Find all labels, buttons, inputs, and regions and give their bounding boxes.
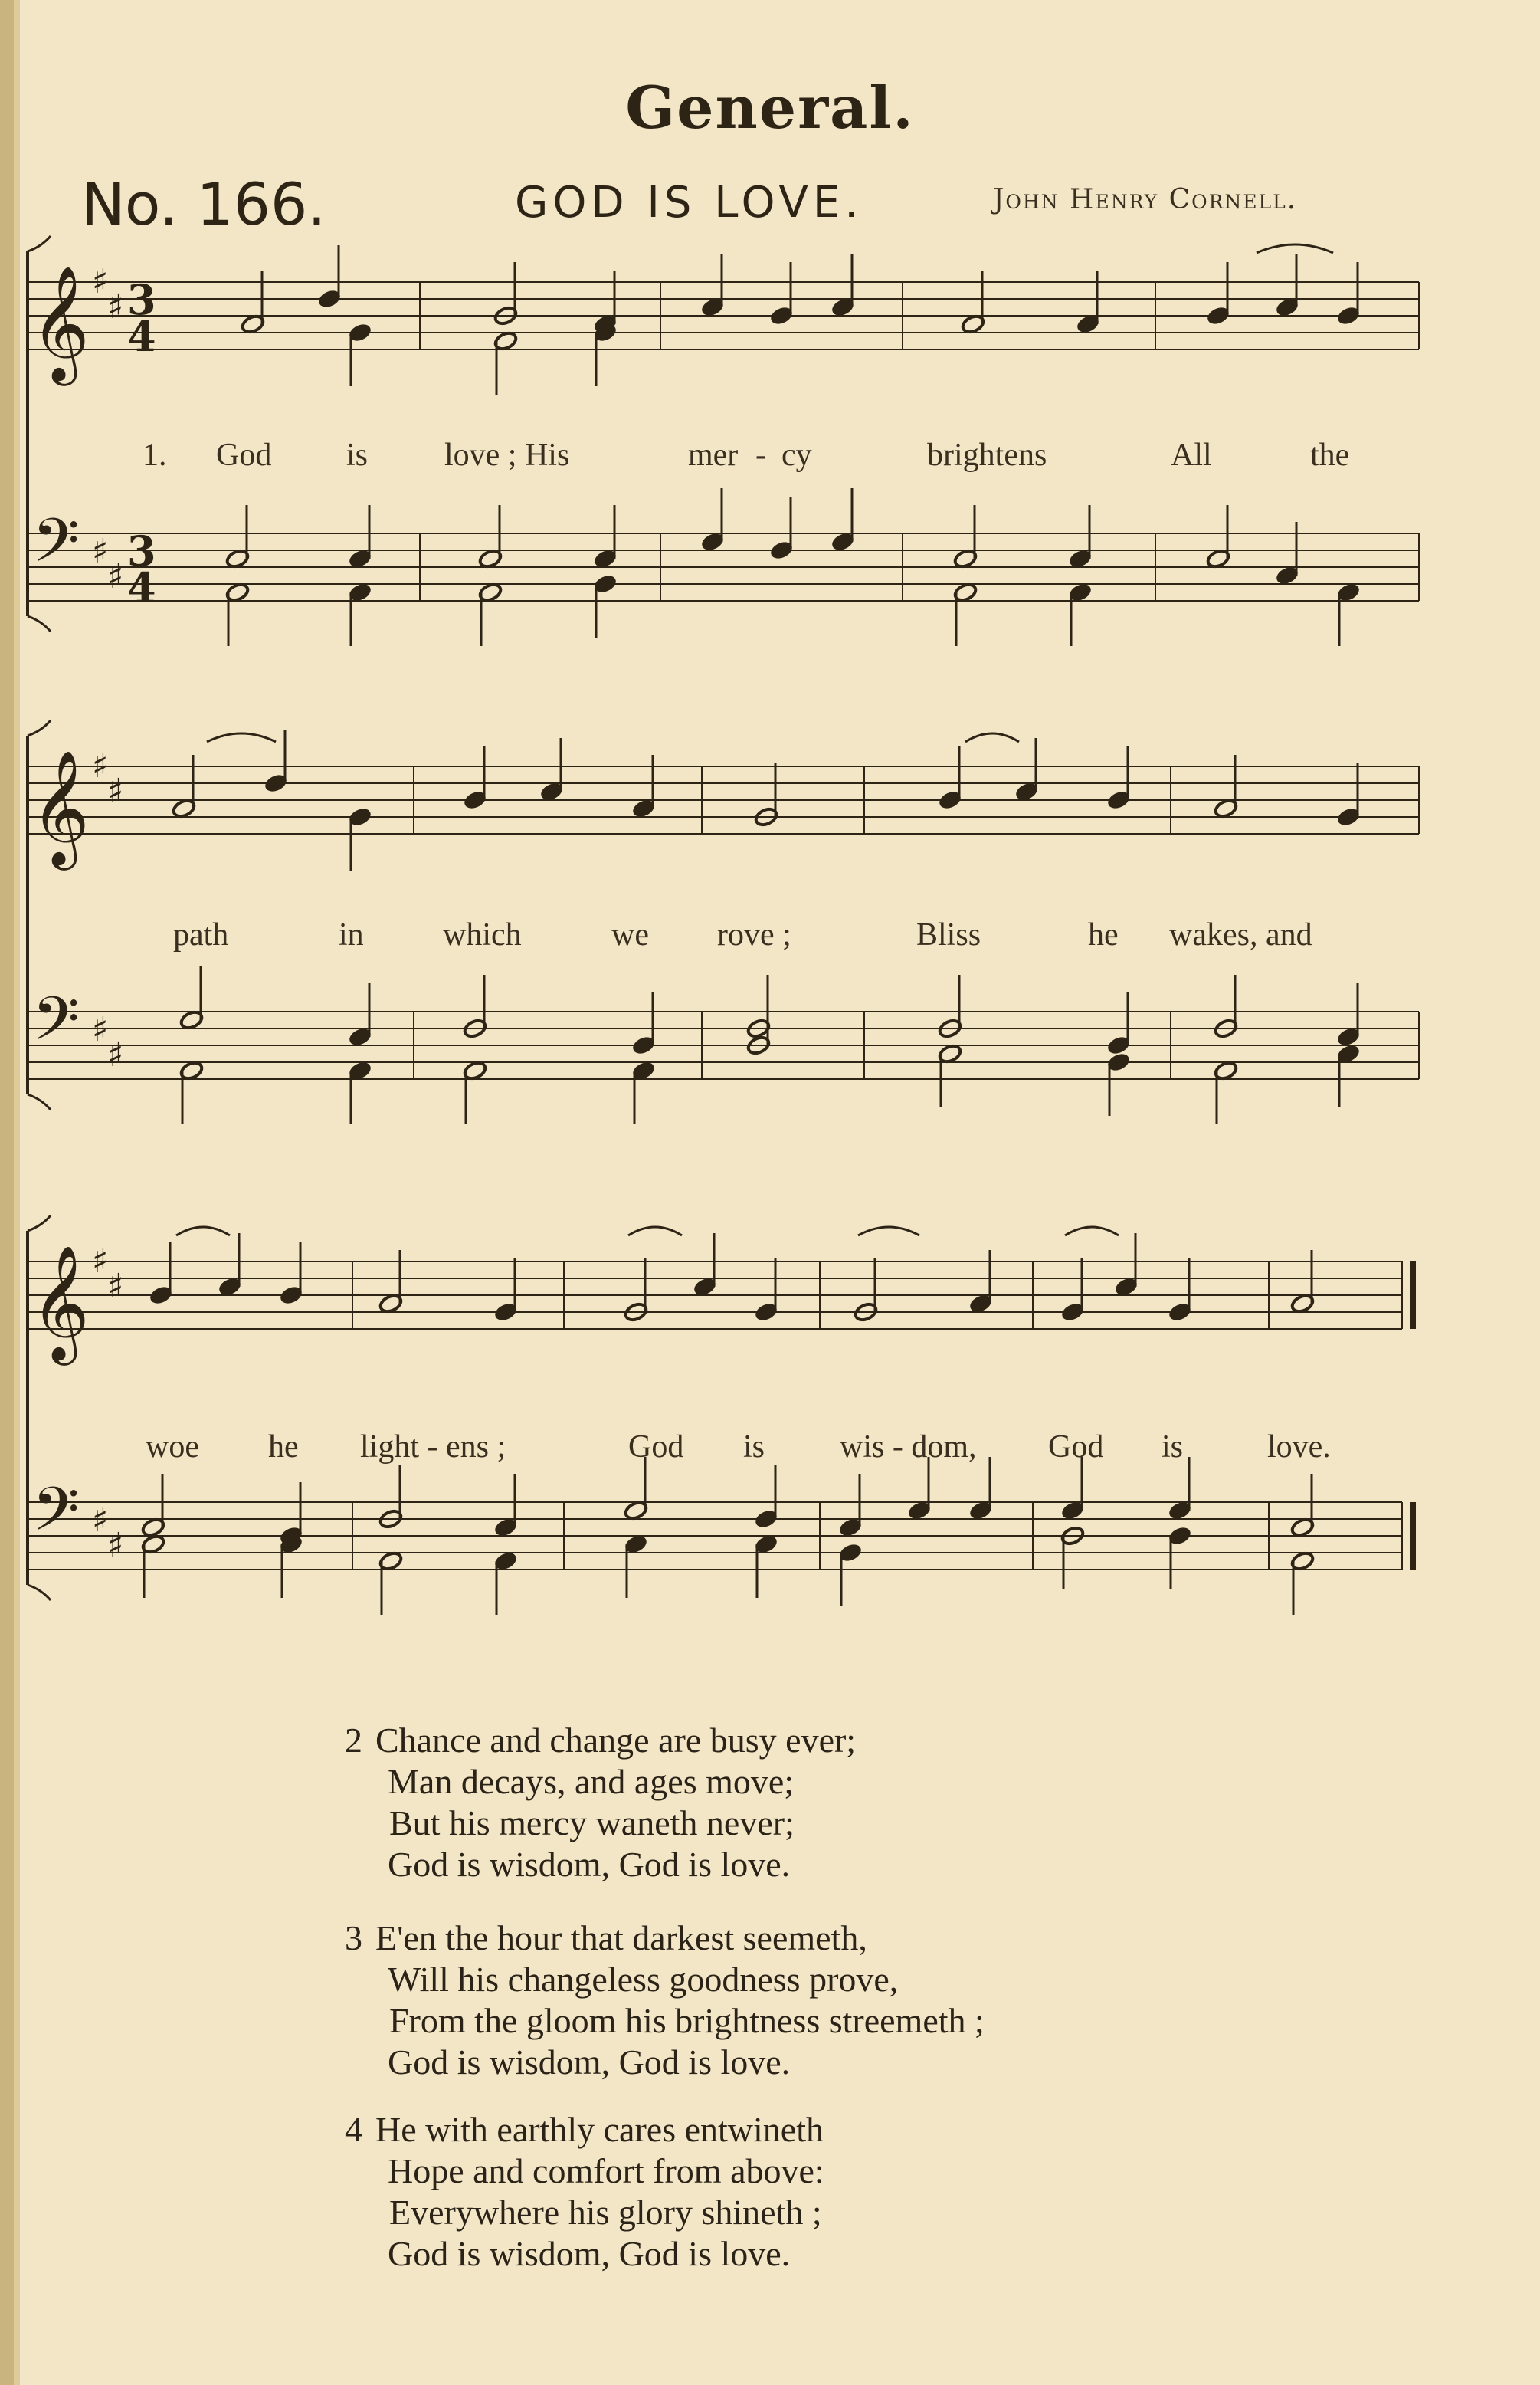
stanza-line: Hope and comfort from above: (388, 2151, 824, 2190)
bracket-hook-top (28, 236, 51, 251)
composer-name: John Henry Cornell. (993, 184, 1298, 215)
slur-mark (628, 1227, 682, 1235)
bass-clef-icon: 𝄢 (32, 1474, 80, 1560)
lyric-syllable: All (1171, 438, 1212, 473)
stanza-line: But his mercy waneth never; (389, 1803, 795, 1842)
stanza-line: Chance and change are busy ever; (375, 1721, 857, 1760)
bass-clef-icon: 𝄢 (32, 505, 80, 591)
stanza-line: Will his changeless goodness prove, (388, 1960, 899, 1999)
treble-clef-icon: 𝄞 (31, 264, 90, 381)
lyric-syllable: is (346, 438, 369, 473)
lyric-syllable: brightens (927, 438, 1047, 473)
stanza-number: 3 (345, 1918, 362, 1957)
sharp-icon: ♯ (92, 1010, 109, 1049)
lyric-syllable: woe (146, 1429, 199, 1465)
lyric-syllable: God (216, 438, 272, 473)
slur-mark (858, 1227, 919, 1235)
stanza-line: God is wisdom, God is love. (388, 2234, 791, 2273)
lyric-syllable: love ; His (444, 438, 570, 473)
stanza-line: Man decays, and ages move; (388, 1762, 795, 1801)
lyric-syllable: wis - dom, (840, 1429, 977, 1465)
lyric-syllable: rove ; (717, 917, 791, 953)
sharp-icon: ♯ (92, 746, 109, 786)
stanza-number: 4 (345, 2110, 362, 2149)
lyric-syllable: 1. (143, 438, 167, 473)
stanza-number: 2 (345, 1721, 362, 1760)
lyric-syllable: which (443, 917, 522, 953)
hymn-number: No. 166. (81, 170, 326, 238)
slur-mark (965, 733, 1019, 742)
sharp-icon: ♯ (107, 287, 124, 326)
lyric-syllable: in (339, 917, 364, 953)
lyric-syllable: Bliss (916, 917, 981, 953)
section-heading: General. (625, 74, 915, 142)
treble-time-signature-top: 3 (127, 275, 156, 324)
treble-time-signature-bottom: 4 (127, 312, 156, 361)
slur-mark (1065, 1227, 1119, 1235)
bracket-hook-bottom (28, 1585, 51, 1600)
stanza-line: From the gloom his brightness streemeth ; (389, 2001, 985, 2040)
sharp-icon: ♯ (92, 262, 109, 301)
stanza-line: He with earthly cares entwineth (375, 2110, 824, 2149)
lyric-syllable: is (1162, 1429, 1184, 1465)
stanza-line: God is wisdom, God is love. (388, 1845, 791, 1884)
bass-time-signature-bottom: 4 (127, 563, 156, 612)
bracket-hook-top (28, 1215, 51, 1231)
lyric-syllable: is (743, 1429, 765, 1465)
lyric-syllable: mer (688, 438, 739, 473)
sharp-icon: ♯ (107, 1267, 124, 1306)
stanza-line: E'en the hour that darkest seemeth, (375, 1918, 867, 1957)
lyric-syllable: he (268, 1429, 299, 1465)
lyric-syllable: God (1048, 1429, 1104, 1465)
bass-clef-icon: 𝄢 (32, 983, 80, 1069)
lyric-syllable: we (611, 917, 649, 953)
bass-time-signature-top: 3 (127, 527, 156, 576)
lyric-syllable: the (1310, 438, 1350, 473)
bracket-hook-bottom (28, 616, 51, 632)
lyric-syllable: he (1088, 917, 1119, 953)
lyric-syllable: light - ens ; (360, 1429, 506, 1465)
stanza-3 (345, 1918, 985, 2083)
sharp-icon: ♯ (92, 1501, 109, 1540)
sharp-icon: ♯ (107, 1035, 124, 1074)
treble-clef-icon: 𝄞 (31, 1244, 90, 1360)
lyric-syllable: path (173, 917, 229, 953)
lyric-syllable: wakes, and (1169, 917, 1312, 953)
slur-mark (207, 733, 276, 742)
lyric-syllable: God (628, 1429, 684, 1465)
stanza-line: God is wisdom, God is love. (388, 2042, 791, 2082)
slur-mark (176, 1227, 230, 1235)
sharp-icon: ♯ (107, 557, 124, 596)
sharp-icon: ♯ (92, 1242, 109, 1281)
stanza-line: Everywhere his glory shineth ; (389, 2193, 822, 2232)
sharp-icon: ♯ (107, 1526, 124, 1565)
sharp-icon: ♯ (92, 532, 109, 571)
slur-mark (1257, 244, 1333, 253)
stanza-2 (345, 1720, 856, 1885)
sharp-icon: ♯ (107, 772, 124, 811)
stanza-4 (345, 2109, 824, 2275)
bracket-hook-bottom (28, 1094, 51, 1110)
treble-clef-icon: 𝄞 (31, 749, 90, 865)
bracket-hook-top (28, 720, 51, 736)
lyric-syllable: cy (781, 438, 812, 473)
hymn-title: GOD IS LOVE. (515, 178, 863, 228)
lyric-syllable: - (755, 438, 766, 473)
lyric-syllable: love. (1267, 1429, 1331, 1465)
